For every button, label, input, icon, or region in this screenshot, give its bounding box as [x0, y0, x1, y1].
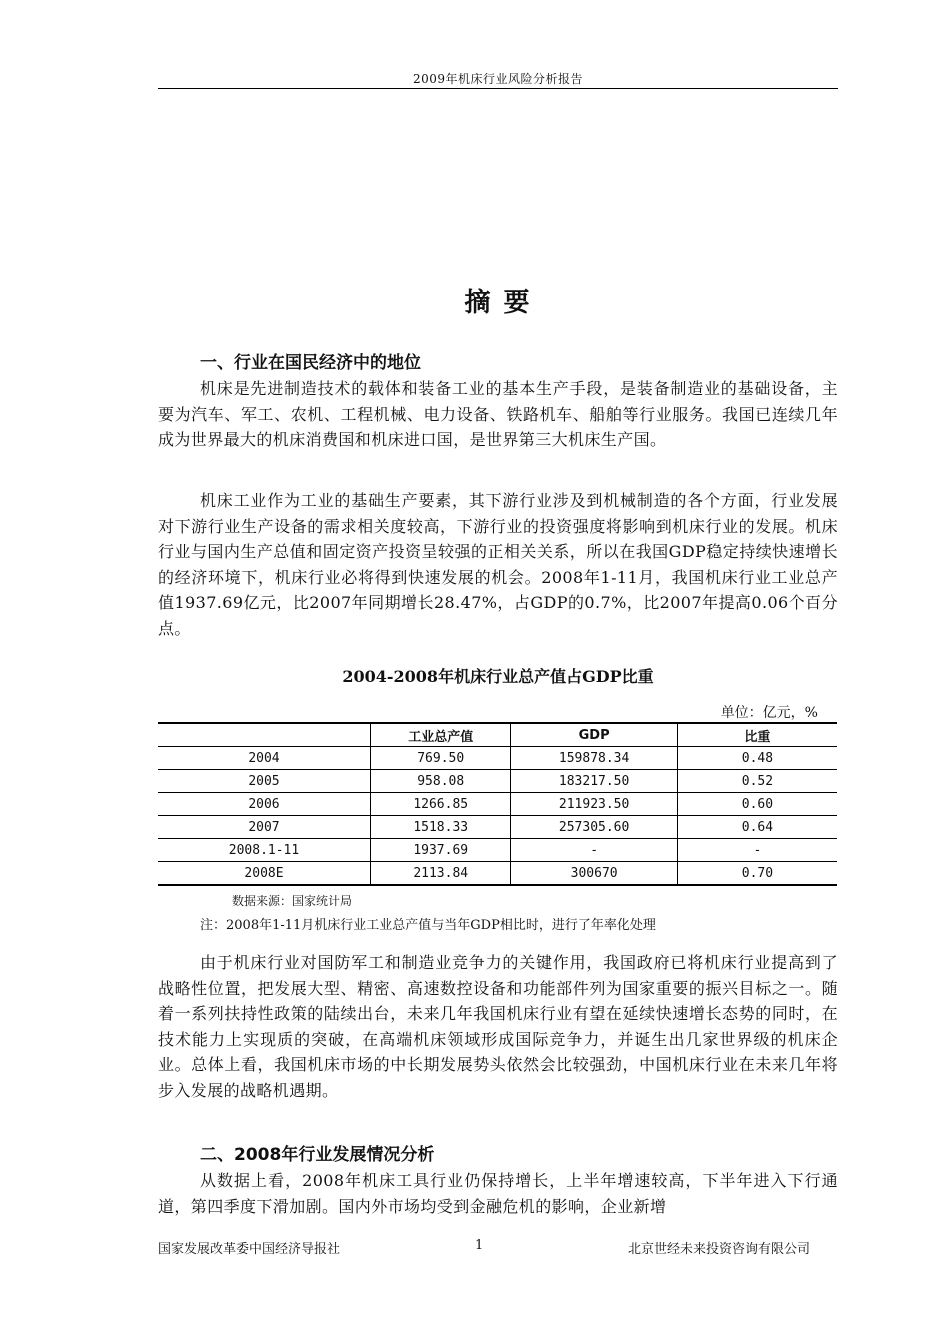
section-2-paragraph-1: 从数据上看，2008年机床工具行业仍保持增长，上半年增速较高，下半年进入下行通道，第四季度下滑加剧。国内外市场均受到金融危机的影响，企业新增	[158, 1171, 838, 1216]
table-row	[158, 793, 837, 816]
table-row	[158, 770, 837, 793]
table-cell: 211923.50	[511, 793, 677, 816]
table-note: 注：2008年1-11月机床行业工业总产值与当年GDP相比时，进行了年率化处理	[200, 918, 656, 933]
table-header-cell: GDP	[511, 723, 677, 747]
table-header-cell	[158, 723, 370, 747]
table-cell: 2113.84	[370, 862, 510, 886]
abstract-title: 摘 要	[464, 288, 532, 318]
table-row	[158, 839, 837, 862]
data-table	[158, 722, 837, 886]
table-unit: 单位：亿元，%	[720, 705, 818, 721]
table-cell: 769.50	[370, 747, 510, 770]
table-row	[158, 862, 837, 886]
paragraph-3: 由于机床行业对国防军工和制造业竞争力的关键作用，我国政府已将机床行业提高到了战略性位置，把发展大型、精密、高速数控设备和功能部件列为国家重要的振兴目标之一。随着一系列扶持性政策的陆续出台，未来几年我国机床行业有望在延续快速增长态势的同时，在技术能力上实现质的突破，在高端机床领域形成国际竞争力，并诞生出几家世界级的机床企业。总体上看，我国机床市场的中长期发展势头依然会比较强劲，中国机床行业在未来几年将步入发展的战略机遇期。	[158, 953, 838, 1100]
table-cell: 0.52	[677, 770, 837, 793]
footer-left: 国家发展改革委中国经济导报社	[158, 1242, 341, 1257]
section-1-paragraph-1: 机床是先进制造技术的载体和装备工业的基本生产手段，是装备制造业的基础设备，主要为汽车、军工、农机、工程机械、电力设备、铁路机车、船舶等行业服务。我国已连续几年成为世界最大的机床消费国和机床进口国，是世界第三大机床生产国。	[158, 379, 838, 449]
footer-right: 北京世经未来投资咨询有限公司	[627, 1242, 810, 1257]
table-source: 数据来源：国家统计局	[232, 894, 353, 908]
section-1-paragraph-2: 机床工业作为工业的基础生产要素，其下游行业涉及到机械制造的各个方面，行业发展对下游行业生产设备的需求相关度较高，下游行业的投资强度将影响到机床行业的发展。机床行业与国内生产总值和固定资产投资呈较强的正相关关系，所以在我国GDP稳定持续快速增长的经济环境下，机床行业必将得到快速发展的机会。2008年1-11月，我国机床行业工业总产值1937.69亿元，比2007年同期增长28.47%，占GDP的0.7%，比2007年提高0.06个百分点。	[158, 491, 838, 638]
table-cell: 1266.85	[370, 793, 510, 816]
table-cell: 0.70	[677, 862, 837, 886]
table-cell: -	[511, 839, 677, 862]
page-number: 1	[475, 1238, 484, 1253]
table-cell: 183217.50	[511, 770, 677, 793]
table-header-row	[158, 723, 837, 747]
table-row	[158, 816, 837, 839]
header-rule	[158, 88, 838, 89]
table-cell: 2005	[158, 770, 370, 793]
table-cell: 2004	[158, 747, 370, 770]
table-header-cell: 工业总产值	[370, 723, 510, 747]
table-cell: 257305.60	[511, 816, 677, 839]
table-cell: 2006	[158, 793, 370, 816]
table-cell: 159878.34	[511, 747, 677, 770]
section-1-heading: 一、行业在国民经济中的地位	[200, 353, 421, 373]
table-title: 2004-2008年机床行业总产值占GDP比重	[342, 667, 654, 686]
table-cell: 1518.33	[370, 816, 510, 839]
table-cell: 1937.69	[370, 839, 510, 862]
table-cell: 300670	[511, 862, 677, 886]
table-cell: 0.60	[677, 793, 837, 816]
table-cell: 958.08	[370, 770, 510, 793]
table-cell: -	[677, 839, 837, 862]
table-cell: 2007	[158, 816, 370, 839]
section-2-heading: 二、2008年行业发展情况分析	[200, 1145, 435, 1165]
table-cell: 2008.1-11	[158, 839, 370, 862]
table-cell: 2008E	[158, 862, 370, 886]
running-header: 2009年机床行业风险分析报告	[412, 72, 584, 86]
table-header-cell: 比重	[677, 723, 837, 747]
table-cell: 0.64	[677, 816, 837, 839]
table-cell: 0.48	[677, 747, 837, 770]
table-row	[158, 747, 837, 770]
